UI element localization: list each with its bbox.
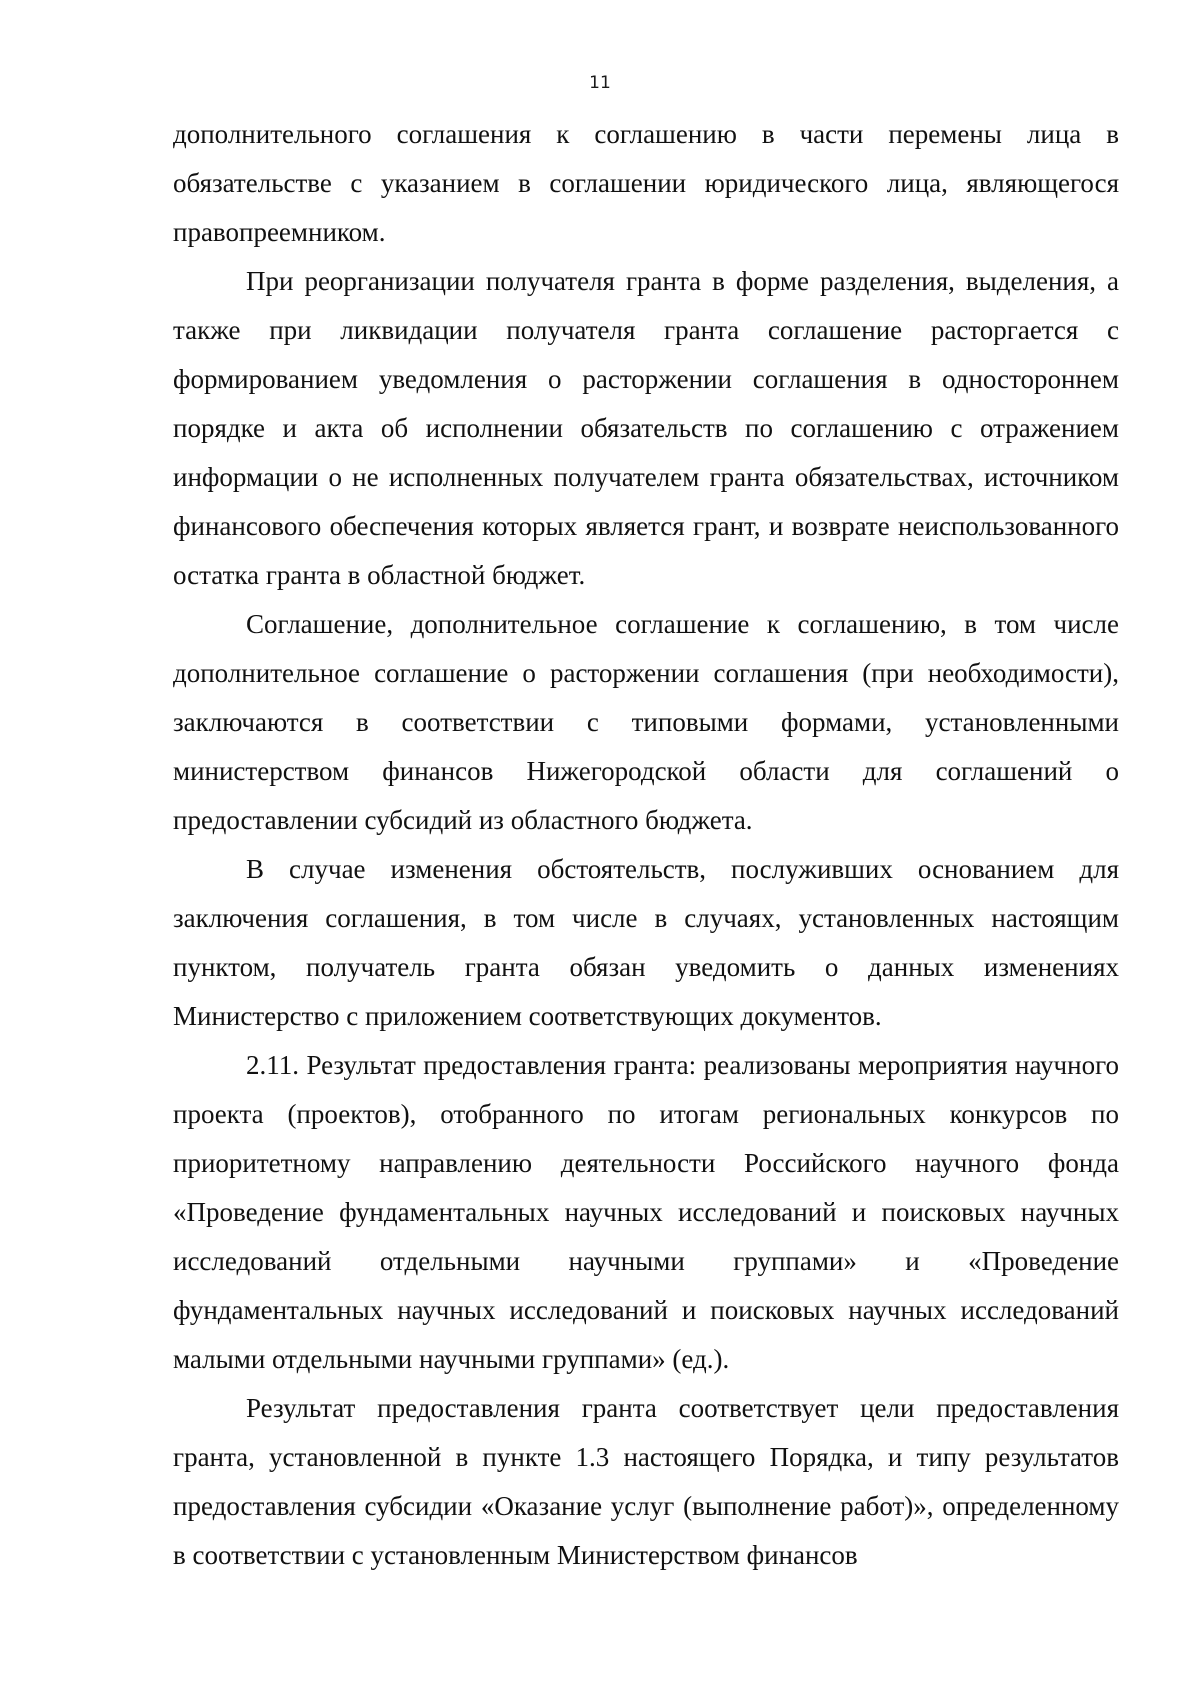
paragraph-2-11-result: 2.11. Результат предоставления гранта: реализованы мероприятия научного проекта (проектов), отобранного по итогам региональных конкурсов по приоритетному направлению деятельности Российского научного фонда «Проведение фундаментальных научных исследований и поисковых научных исследований отдельными научными группами» и «Проведение фундаментальных научных исследований и поисковых научных исследований малыми отдельными научными группами» (ед.).	[173, 1050, 1119, 1374]
paragraph-agreement-forms: Соглашение, дополнительное соглашение к соглашению, в том числе дополнительное соглашение о расторжении соглашения (при необходимости), заключаются в соответствии с типовыми формами, установленными министерством финансов Нижегородской области для соглашений о предоставлении субсидий из областного бюджета.	[173, 609, 1119, 835]
document-body	[173, 110, 1119, 1580]
paragraph-result-correspondence: Результат предоставления гранта соответствует цели предоставления гранта, установленной в пункте 1.3 настоящего Порядка, и типу результатов предоставления субсидии «Оказание услуг (выполнение работ)», определенному в соответствии с установленным Министерством финансов	[173, 1393, 1119, 1570]
paragraph-continuation: дополнительного соглашения к соглашению в части перемены лица в обязательстве с указанием в соглашении юридического лица, являющегося правопреемником.	[173, 119, 1119, 247]
page-number: 11	[589, 73, 611, 93]
paragraph-circumstances: В случае изменения обстоятельств, послуживших основанием для заключения соглашения, в том числе в случаях, установленных настоящим пунктом, получатель гранта обязан уведомить о данных изменениях Министерство с приложением соответствующих документов.	[173, 854, 1119, 1031]
paragraph-reorganization: При реорганизации получателя гранта в форме разделения, выделения, а также при ликвидации получателя гранта соглашение расторгается с формированием уведомления о расторжении соглашения в одностороннем порядке и акта об исполнении обязательств по соглашению с отражением информации о не исполненных получателем гранта обязательствах, источником финансового обеспечения которых является грант, и возврате неиспользованного остатка гранта в областной бюджет.	[173, 266, 1119, 590]
